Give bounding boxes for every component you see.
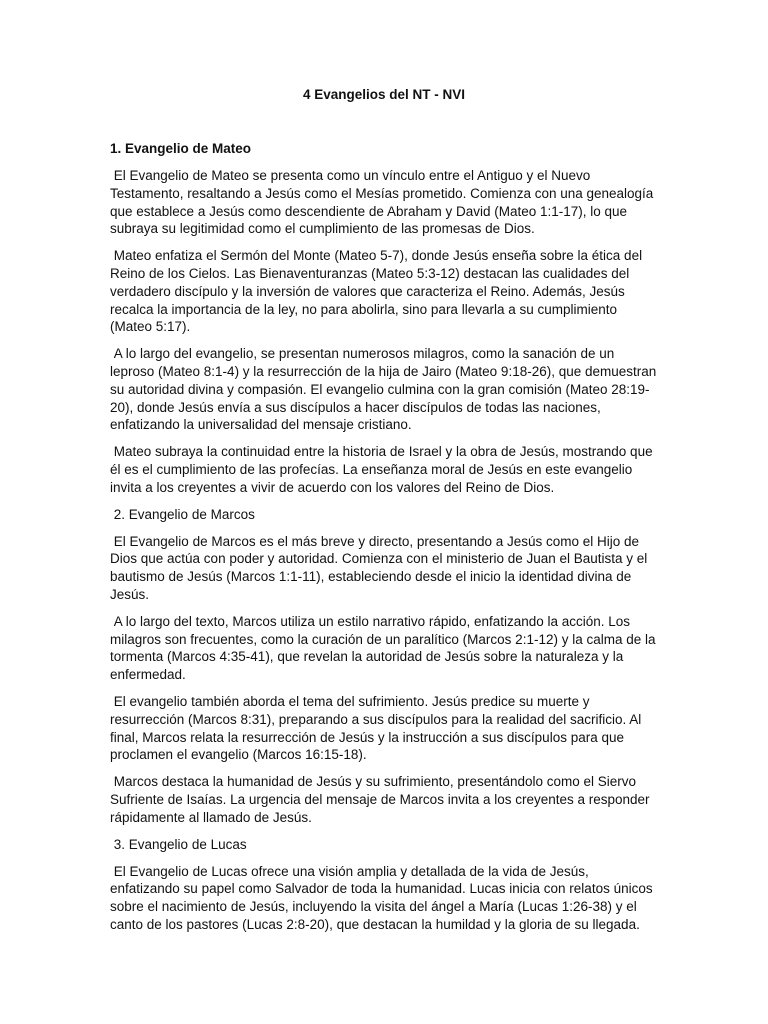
paragraph: El Evangelio de Lucas ofrece una visión amplia y detallada de la vida de Jesús, enfatizando su papel como Salvador de toda la humanidad. Lucas inicia con relatos únicos sobre el nacimiento de Jesús, incluyendo la visita del ángel a María (Lucas 1:26-38) y el canto de los pastores (Lucas 2:8-20), que destacan la humildad y la gloria de su llegada. bbox=[110, 863, 657, 932]
paragraph: Marcos destaca la humanidad de Jesús y su sufrimiento, presentándolo como el Siervo Sufriente de Isaías. La urgencia del mensaje de Marcos invita a los creyentes a responder rápidamente al llamado de Jesús. bbox=[110, 774, 654, 825]
paragraph: Mateo subraya la continuidad entre la historia de Israel y la obra de Jesús, mostrando que él es el cumplimiento de las profecías. La enseñanza moral de Jesús en este evangelio invita a los creyentes a vivir de acuerdo con los valores del Reino de Dios. bbox=[110, 444, 657, 495]
section-heading: 1. Evangelio de Mateo bbox=[110, 141, 252, 156]
paragraph: El evangelio también aborda el tema del sufrimiento. Jesús predice su muerte y resurrección (Marcos 8:31), preparando a sus discípulos para la realidad del sacrificio. Al final, Marcos relata la resurrección de Jesús y la instrucción a sus discípulos para que proclamen el evangelio (Marcos 16:15-18). bbox=[110, 693, 646, 763]
paragraph: El Evangelio de Mateo se presenta como un vínculo entre el Antiguo y el Nuevo Testamento, resaltando a Jesús como el Mesías prometido. Comienza con una genealogía que establece a Jesús como descendiente de Abraham y David (Mateo 1:1-17), lo que subraya su legitimidad como el cumplimiento de las promesas de Dios. bbox=[110, 168, 658, 237]
document-title: 4 Evangelios del NT - NVI bbox=[302, 87, 466, 102]
section-marcos bbox=[110, 506, 660, 827]
paragraph: Mateo enfatiza el Sermón del Monte (Mateo 5-7), donde Jesús enseña sobre la ética del Reino de los Cielos. Las Bienaventuranzas (Mateo 5:3-12) destacan las cualidades del verdadero discípulo y la inversión de valores que caracteriza el Reino. Además, Jesús recalca la importancia de la ley, no para abolirla, sino para llevarla a su cumplimiento (Mateo 5:17). bbox=[110, 248, 646, 335]
paragraph: El Evangelio de Marcos es el más breve y directo, presentando a Jesús como el Hijo de Dios que actúa con poder y autoridad. Comienza con el ministerio de Juan el Bautista y el bautismo de Jesús (Marcos 1:1-11), estableciendo desde el inicio la identidad divina de Jesús. bbox=[110, 533, 652, 602]
section-mateo bbox=[110, 140, 660, 497]
section-heading: 2. Evangelio de Marcos bbox=[110, 506, 255, 522]
section-lucas bbox=[110, 836, 660, 934]
paragraph: A lo largo del evangelio, se presentan numerosos milagros, como la sanación de un leproso (Mateo 8:1-4) y la resurrección de la hija de Jairo (Mateo 9:18-26), que demuestran su autoridad divina y compasión. El evangelio culmina con la gran comisión (Mateo 28:19-20), donde Jesús envía a sus discípulos a hacer discípulos de todas las naciones, enfatizando la universalidad del mensaje cristiano. bbox=[110, 346, 661, 433]
document-body bbox=[110, 140, 660, 943]
section-heading: 3. Evangelio de Lucas bbox=[110, 836, 247, 852]
paragraph: A lo largo del texto, Marcos utiliza un estilo narrativo rápido, enfatizando la acción. Los milagros son frecuentes, como la curación de un paralítico (Marcos 2:1-12) y la calma de la tormenta (Marcos 4:35-41), que revelan la autoridad de Jesús sobre la naturaleza y la enfermedad. bbox=[110, 613, 660, 683]
